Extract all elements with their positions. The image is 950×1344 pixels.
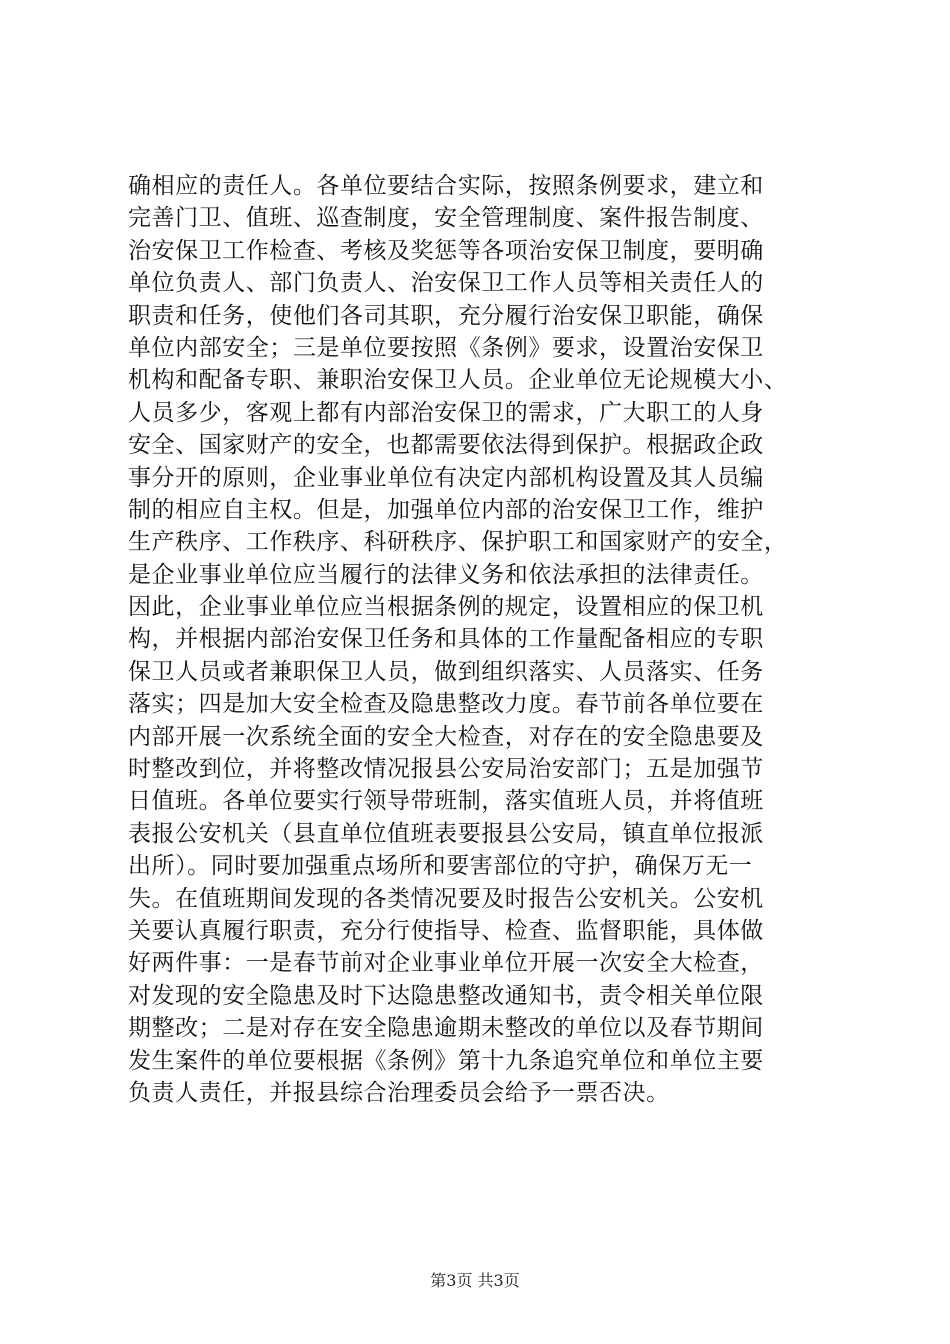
text-line: 发生案件的单位要根据《条例》第十九条追究单位和单位主要 (128, 1047, 764, 1074)
body-text (128, 170, 848, 1109)
text-line: 期整改；二是对存在安全隐患逾期未整改的单位以及春节期间 (128, 1015, 764, 1042)
text-line: 时整改到位，并将整改情况报县公安局治安部门；五是加强节 (128, 756, 764, 783)
text-line: 确相应的责任人。各单位要结合实际，按照条例要求，建立和 (128, 173, 764, 199)
text-line: 事分开的原则，企业事业单位有决定内部机构设置及其人员编 (128, 464, 764, 491)
text-line: 完善门卫、值班、巡查制度，安全管理制度、案件报告制度、 (128, 205, 764, 232)
text-line: 表报公安机关（县直单位值班表要报县公安局，镇直单位报派 (128, 820, 764, 847)
text-line: 单位负责人、部门负责人、治安保卫工作人员等相关责任人的 (128, 270, 764, 297)
text-line: 关要认真履行职责，充分行使指导、检查、监督职能，具体做 (128, 917, 764, 944)
text-line: 机构和配备专职、兼职治安保卫人员。企业单位无论规模大小、 (128, 367, 788, 394)
page-number-footer: 第3页 共3页 (430, 1271, 520, 1290)
text-line: 构，并根据内部治安保卫任务和具体的工作量配备相应的专职 (128, 626, 764, 653)
text-line: 好两件事：一是春节前对企业事业单位开展一次安全大检查， (128, 950, 764, 977)
text-line: 职责和任务，使他们各司其职，充分履行治安保卫职能，确保 (128, 302, 764, 329)
text-line: 是企业事业单位应当履行的法律义务和依法承担的法律责任。 (128, 561, 764, 588)
text-line: 安全、国家财产的安全，也都需要依法得到保护。根据政企政 (128, 432, 764, 459)
text-line: 保卫人员或者兼职保卫人员，做到组织落实、人员落实、任务 (128, 658, 764, 685)
text-line: 对发现的安全隐患及时下达隐患整改通知书，责令相关单位限 (128, 982, 764, 1009)
text-line: 失。在值班期间发现的各类情况要及时报告公安机关。公安机 (128, 885, 764, 912)
text-line: 单位内部安全；三是单位要按照《条例》要求，设置治安保卫 (128, 334, 764, 361)
text-line: 负责人责任，并报县综合治理委员会给予一票否决。 (128, 1079, 670, 1106)
text-line: 制的相应自主权。但是，加强单位内部的治安保卫工作，维护 (128, 496, 764, 523)
text-line: 治安保卫工作检查、考核及奖惩等各项治安保卫制度，要明确 (128, 237, 764, 264)
text-line: 落实；四是加大安全检查及隐患整改力度。春节前各单位要在 (128, 691, 764, 718)
text-line: 出所）。同时要加强重点场所和要害部位的守护，确保万无一 (128, 853, 753, 880)
text-line: 因此，企业事业单位应当根据条例的规定，设置相应的保卫机 (128, 594, 764, 621)
text-line: 内部开展一次系统全面的安全大检查，对存在的安全隐患要及 (128, 723, 764, 750)
text-line: 人员多少，客观上都有内部治安保卫的需求，广大职工的人身 (128, 399, 764, 426)
text-line: 日值班。各单位要实行领导带班制，落实值班人员，并将值班 (128, 788, 764, 815)
text-line: 生产秩序、工作秩序、科研秩序、保护职工和国家财产的安全， (128, 529, 788, 556)
